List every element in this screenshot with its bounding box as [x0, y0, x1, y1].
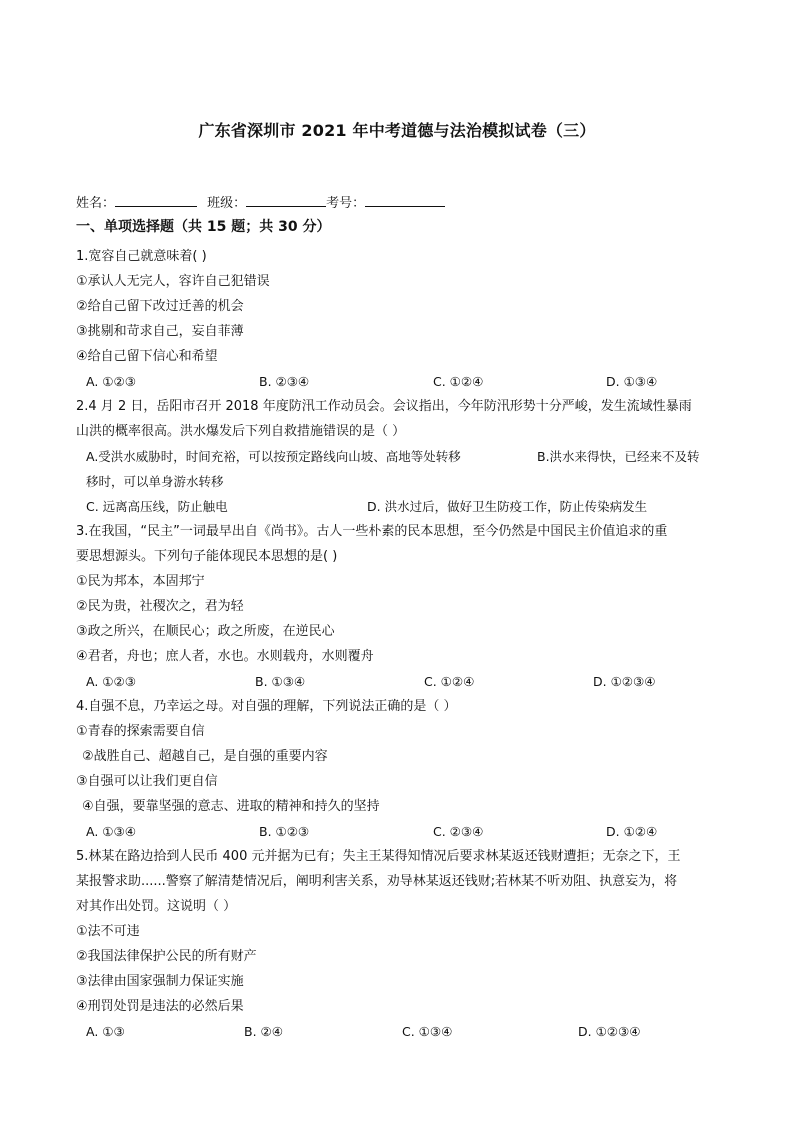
question-4-option-b[interactable]: B. ①②③: [259, 824, 310, 839]
question-4-option-a[interactable]: A. ①③④: [86, 824, 136, 839]
question-1-item-2: ②给自己留下改过迁善的机会: [76, 299, 244, 314]
question-2-option-a[interactable]: A.受洪水威胁时，时间充裕，可以按预定路线向山坡、高地等处转移: [86, 449, 461, 464]
question-1-option-a[interactable]: A. ①②③: [86, 374, 136, 389]
question-3-stem-line-1: 3.在我国，“民主”一词最早出自《尚书》。古人一些朴素的民本思想，至今仍然是中国民主价值追求的重: [76, 524, 668, 539]
question-3-option-b[interactable]: B. ①③④: [255, 674, 306, 689]
question-5-option-b[interactable]: B. ②④: [244, 1024, 283, 1039]
question-1-stem: 1.宽容自己就意味着( ): [76, 249, 207, 264]
question-3-option-c[interactable]: C. ①②④: [424, 674, 475, 689]
question-4-item-4: ④自强，要靠坚强的意志、进取的精神和持久的坚持: [82, 799, 380, 814]
section-heading: 一、单项选择题（共 15 题；共 30 分）: [76, 219, 331, 235]
question-2-stem-line-1: 2.4 月 2 日，岳阳市召开 2018 年度防汛工作动员会。会议指出，今年防汛形势十分严峻，发生流域性暴雨: [76, 399, 692, 414]
name-blank[interactable]: [115, 194, 197, 207]
question-1-item-1: ①承认人无完人，容许自己犯错误: [76, 274, 270, 289]
question-5-item-2: ②我国法律保护公民的所有财产: [76, 949, 257, 964]
class-label: 班级：: [207, 196, 247, 211]
exam-number-blank[interactable]: [365, 194, 445, 207]
question-5-item-1: ①法不可违: [76, 924, 140, 939]
question-2-option-d[interactable]: D. 洪水过后，做好卫生防疫工作，防止传染病发生: [367, 499, 648, 514]
question-3-item-4: ④君者，舟也；庶人者，水也。水则载舟，水则覆舟: [76, 649, 374, 664]
question-3-item-1: ①民为邦本，本固邦宁: [76, 574, 205, 589]
question-2-stem-line-2: 山洪的概率很高。洪水爆发后下列自救措施错误的是（ ）: [76, 424, 406, 439]
question-2-option-b-continued[interactable]: 移时，可以单身游水转移: [86, 474, 224, 489]
class-blank[interactable]: [246, 194, 326, 207]
question-1-item-3: ③挑剔和苛求自己，妄自菲薄: [76, 324, 244, 339]
question-4-option-d[interactable]: D. ①②④: [606, 824, 658, 839]
question-2-option-c[interactable]: C. 远离高压线，防止触电: [86, 499, 228, 514]
question-4-item-3: ③自强可以让我们更自信: [76, 774, 218, 789]
name-label: 姓名：: [76, 196, 116, 211]
question-3-item-2: ②民为贵，社稷次之，君为轻: [76, 599, 244, 614]
question-4-item-2: ②战胜自己、超越自己，是自强的重要内容: [82, 749, 328, 764]
question-3-option-a[interactable]: A. ①②③: [86, 674, 136, 689]
question-3-option-d[interactable]: D. ①②③④: [593, 674, 656, 689]
question-1-item-4: ④给自己留下信心和希望: [76, 349, 218, 364]
question-1-option-c[interactable]: C. ①②④: [433, 374, 484, 389]
question-4-item-1: ①青春的探索需要自信: [76, 724, 205, 739]
question-4-option-c[interactable]: C. ②③④: [433, 824, 484, 839]
question-5-item-3: ③法律由国家强制力保证实施: [76, 974, 244, 989]
exam-number-label: 考号：: [326, 196, 366, 211]
question-5-stem-line-1: 5.林某在路边拾到人民币 400 元并据为已有；失主王某得知情况后要求林某返还钱财遭拒；无奈之下，王: [76, 849, 681, 864]
question-5-stem-line-3: 对其作出处罚。这说明（ ）: [76, 899, 237, 914]
question-2-option-b[interactable]: B.洪水来得快，已经来不及转: [537, 449, 700, 464]
question-5-option-d[interactable]: D. ①②③④: [578, 1024, 641, 1039]
question-5-option-c[interactable]: C. ①③④: [402, 1024, 453, 1039]
question-3-stem-line-2: 要思想源头。下列句子能体现民本思想的是( ): [76, 549, 338, 564]
question-5-item-4: ④刑罚处罚是违法的必然后果: [76, 999, 244, 1014]
question-3-item-3: ③政之所兴，在顺民心；政之所废，在逆民心: [76, 624, 335, 639]
question-1-option-d[interactable]: D. ①③④: [606, 374, 658, 389]
exam-title: 广东省深圳市 2021 年中考道德与法治模拟试卷（三）: [198, 121, 596, 140]
question-4-stem: 4.自强不息，乃幸运之母。对自强的理解，下列说法正确的是（ ）: [76, 699, 457, 714]
question-1-option-b[interactable]: B. ②③④: [259, 374, 310, 389]
student-info-row: [76, 192, 445, 211]
question-5-option-a[interactable]: A. ①③: [86, 1024, 125, 1039]
question-5-stem-line-2: 某报警求助......警察了解清楚情况后，阐明利害关系，劝导林某返还钱财;若林某不听劝阻、执意妄为，将: [76, 874, 678, 889]
